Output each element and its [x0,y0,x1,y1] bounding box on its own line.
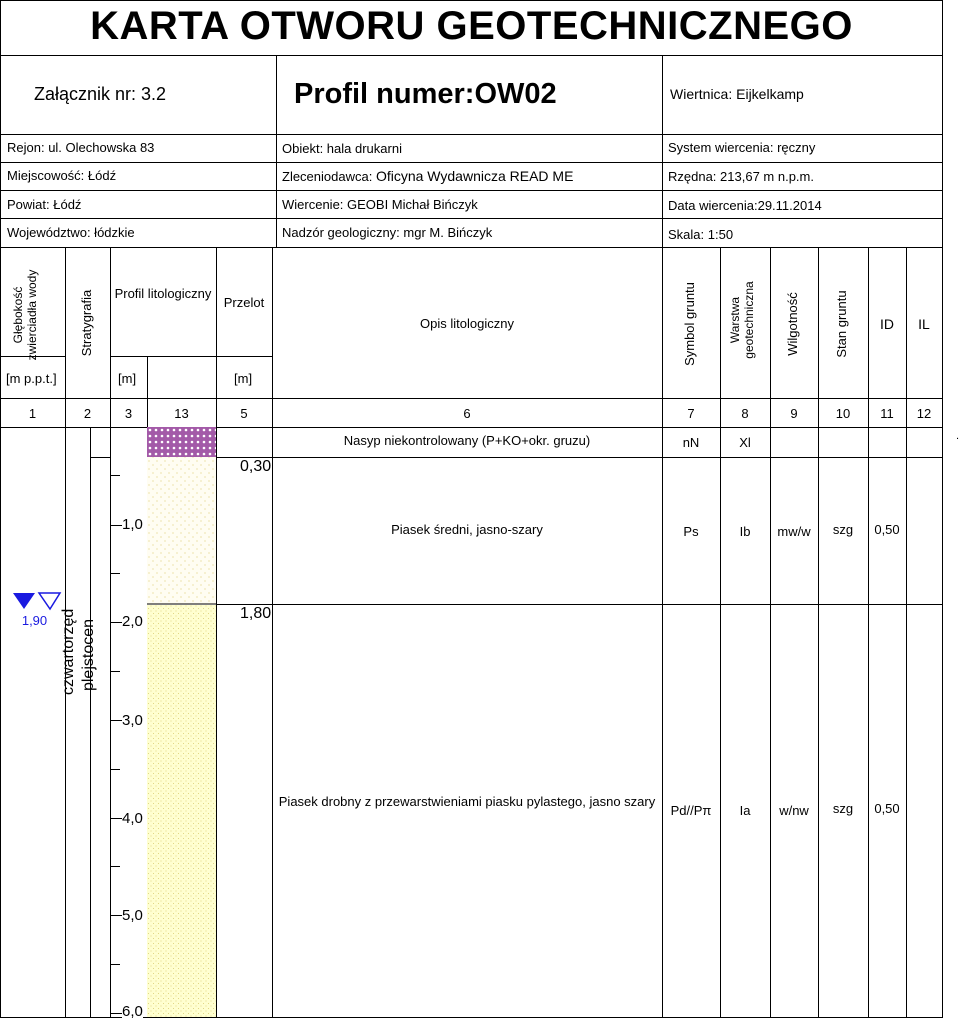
geo-layer: Ia [739,803,751,818]
column-number: 2 [83,406,92,421]
depth-unit: [m] [118,371,137,386]
header-interval: Przelot [223,295,265,310]
soil-state: szg [832,801,854,816]
header-soil-symbol: Symbol gruntu [682,282,697,366]
column-number: 5 [240,406,248,421]
moisture: mw/w [777,524,811,539]
soil-symbol: nN [682,435,700,450]
column-number: 11 [880,406,894,421]
stratigraphy-epoch: plejstocen [80,618,97,692]
client-label: Zleceniodawca: [282,169,376,184]
attachment-number: Załącznik nr: 3.2 [34,84,167,104]
drilling-company: Wiercenie: GEOBI Michał Bińczyk [282,197,478,212]
object: Obiekt: hala drukarni [282,141,402,156]
elevation: Rzędna: 213,67 m n.p.m. [668,169,814,184]
region: Rejon: ul. Olechowska 83 [7,140,155,155]
voivodeship: Województwo: łódzkie [7,225,135,240]
header-profile: Profil litologiczny [114,286,212,301]
layer-description: Piasek średni, jasno-szary [391,522,543,537]
district: Powiat: Łódź [7,197,82,212]
fine-sand-layer [147,605,216,1017]
interval-unit: [m] [234,371,253,386]
column-number: 12 [916,406,932,421]
fill-layer [147,427,216,457]
lithology-profile [147,427,216,1017]
profile-number [294,78,557,111]
drilling-date: Data wiercenia:29.11.2014 [668,198,822,213]
header-description: Opis litologiczny [420,316,514,331]
soil-symbol: Pd//Pπ [670,803,712,818]
header-water-depth: Głębokość zwierciadła wody [11,269,39,361]
header-soil-state: Stan gruntu [834,290,849,358]
header-il: IL [918,316,930,332]
column-number: 13 [174,406,189,421]
column-number: 8 [741,406,749,421]
moisture: w/nw [779,803,809,818]
drilling-system: System wiercenia: ręczny [668,140,816,155]
header-moisture: Wilgotność [785,292,800,356]
depth-label: 5,0 [122,907,143,924]
page-title: KARTA OTWORU GEOTECHNICZNEGO [90,4,853,48]
density-index: 0,50 [874,522,900,537]
layer-bottom: 0,30 [240,458,272,475]
water-depth-unit: [m p.p.t.] [6,371,57,386]
soil-symbol: Ps [683,524,699,539]
water-level-value: 1,90 [21,613,48,628]
water-table-icon [12,592,62,612]
depth-label: 4,0 [122,810,143,827]
geo-layer: Xl [739,435,751,450]
layer-description: Nasyp niekontrolowany (P+KO+okr. gruzu) [343,433,591,448]
layer-description: Piasek drobny z przewarstwieniami piasku pylastego, jasno szary [278,794,656,809]
column-number: 1 [28,406,37,421]
profile-prefix: Profil numer: [294,78,475,110]
client-name: Oficyna Wydawnicza READ ME [375,168,574,184]
stratigraphy-era: czwartorzęd [60,608,77,695]
medium-sand-layer [147,457,216,604]
depth-label: 6,0 [122,1003,143,1020]
client [282,168,573,184]
locality: Miejscowość: Łódź [7,168,117,183]
depth-label: 1,0 [122,516,143,533]
supervision: Nadzór geologiczny: mgr M. Bińczyk [282,225,493,240]
column-number: 10 [835,406,851,421]
soil-state: szg [832,522,854,537]
depth-label: 3,0 [122,712,143,729]
column-number: 7 [687,406,695,421]
profile-code: OW02 [474,78,557,110]
density-index: 0,50 [874,801,900,816]
column-number: 3 [124,406,133,421]
layer-bottom: 1,80 [240,605,272,622]
header-geo-layer: Warstwa geotechniczna [728,281,756,359]
geo-layer: Ib [739,524,751,539]
column-number: 9 [790,406,798,421]
column-number: 6 [463,406,471,421]
scale: Skala: 1:50 [668,227,734,242]
depth-label: 2,0 [122,613,143,630]
header-stratigraphy: Stratygrafia [79,289,94,357]
drilling-rig: Wiertnica: Eijkelkamp [670,86,804,102]
header-id: ID [880,316,894,332]
stray-mark: . [956,430,960,442]
